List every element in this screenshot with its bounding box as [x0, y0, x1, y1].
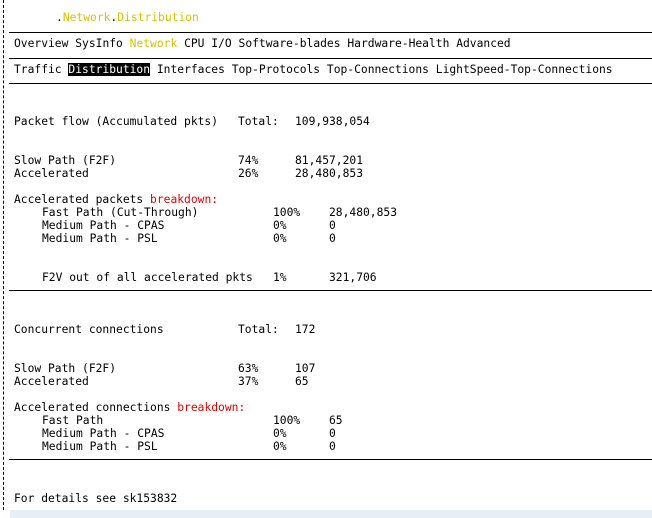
- main-menu: [14, 37, 511, 50]
- packet-accelerated-row: [14, 167, 364, 180]
- tab-traffic[interactable]: Traffic: [14, 63, 62, 76]
- packet-flow-header: [14, 115, 370, 128]
- row-label: Accelerated: [14, 167, 89, 180]
- title-network: Network: [62, 11, 111, 24]
- row-pct: 63%: [238, 362, 259, 375]
- row-label: Accelerated: [14, 375, 89, 388]
- screen-title: [56, 11, 199, 24]
- left-dashed-border: [3, 0, 4, 510]
- tab-lightspeed-top-connections[interactable]: LightSpeed-Top-Connections: [435, 63, 613, 76]
- menu-cpu[interactable]: CPU: [184, 37, 205, 50]
- packet-fast-path-row: [42, 206, 398, 219]
- breakdown-prefix: Accelerated packets: [14, 193, 144, 206]
- row-label: Medium Path - CPAS: [42, 427, 165, 440]
- menu-io[interactable]: I/O: [211, 37, 232, 50]
- row-label: F2V out of all accelerated pkts: [42, 271, 253, 284]
- row-pct: 1%: [273, 271, 287, 284]
- row-value: 321,706: [329, 271, 377, 284]
- row-value: 0: [329, 440, 336, 453]
- breakdown-word: breakdown:: [150, 193, 219, 206]
- row-label: Slow Path (F2F): [14, 154, 117, 167]
- tab-interfaces[interactable]: Interfaces: [156, 63, 225, 76]
- title-distribution: Distribution: [117, 11, 199, 24]
- row-value: 28,480,853: [295, 167, 364, 180]
- packet-f2v-row: [42, 271, 377, 284]
- row-pct: 74%: [238, 154, 259, 167]
- row-value: 28,480,853: [329, 206, 398, 219]
- row-pct: 0%: [273, 440, 287, 453]
- connections-total-value: 172: [295, 323, 316, 336]
- footer-details: [14, 492, 177, 505]
- packet-flow-total-label: Total:: [238, 115, 279, 128]
- row-value: 0: [329, 427, 336, 440]
- row-value: 81,457,201: [295, 154, 364, 167]
- title-dot: .: [56, 11, 63, 24]
- tab-distribution[interactable]: Distribution: [68, 63, 151, 76]
- breakdown-prefix: Accelerated connections: [14, 401, 171, 414]
- conn-slow-path-row: [14, 362, 316, 375]
- packet-flow-label: Packet flow (Accumulated pkts): [14, 115, 219, 128]
- menu-hardware-health[interactable]: Hardware-Health: [347, 37, 450, 50]
- divider: [9, 290, 652, 291]
- row-label: Fast Path (Cut-Through): [42, 206, 199, 219]
- row-label: Medium Path - PSL: [42, 440, 158, 453]
- row-pct: 100%: [273, 206, 301, 219]
- menu-network[interactable]: Network: [129, 37, 178, 50]
- packet-medium-cpas-row: [42, 219, 336, 232]
- divider: [9, 32, 652, 33]
- menu-advanced[interactable]: Advanced: [456, 37, 511, 50]
- row-value: 65: [329, 414, 343, 427]
- conn-accelerated-row: [14, 375, 309, 388]
- packet-breakdown-header: [14, 193, 218, 206]
- row-value: 65: [295, 375, 309, 388]
- conn-fast-path-row: [42, 414, 343, 427]
- row-label: Fast Path: [42, 414, 104, 427]
- row-pct: 37%: [238, 375, 259, 388]
- divider: [9, 459, 652, 460]
- packet-slow-path-row: [14, 154, 364, 167]
- connections-label: Concurrent connections: [14, 323, 164, 336]
- menu-sysinfo[interactable]: SysInfo: [75, 37, 123, 50]
- packet-medium-psl-row: [42, 232, 336, 245]
- row-value: 0: [329, 219, 336, 232]
- title-dot: .: [110, 11, 118, 24]
- status-bar: [0, 510, 652, 518]
- row-pct: 26%: [238, 167, 259, 180]
- breakdown-word: breakdown:: [177, 401, 246, 414]
- packet-flow-total-value: 109,938,054: [295, 115, 370, 128]
- row-pct: 0%: [273, 232, 287, 245]
- conn-medium-cpas-row: [42, 427, 336, 440]
- row-value: 107: [295, 362, 316, 375]
- details-text: For details see sk153832: [14, 492, 178, 505]
- conn-medium-psl-row: [42, 440, 336, 453]
- row-label: Medium Path - PSL: [42, 232, 158, 245]
- tab-top-protocols[interactable]: Top-Protocols: [231, 63, 321, 76]
- connections-header: [14, 323, 316, 336]
- menu-overview[interactable]: Overview: [14, 37, 69, 50]
- row-pct: 100%: [273, 414, 301, 427]
- divider: [9, 83, 652, 84]
- tab-top-connections[interactable]: Top-Connections: [326, 63, 429, 76]
- row-label: Medium Path - CPAS: [42, 219, 165, 232]
- row-label: Slow Path (F2F): [14, 362, 117, 375]
- divider: [9, 58, 652, 59]
- row-pct: 0%: [273, 427, 287, 440]
- row-pct: 0%: [273, 219, 287, 232]
- conn-breakdown-header: [14, 401, 245, 414]
- menu-software-blades[interactable]: Software-blades: [238, 37, 341, 50]
- sub-menu: [14, 63, 613, 76]
- connections-total-label: Total:: [238, 323, 279, 336]
- row-value: 0: [329, 232, 336, 245]
- status-bar-lead: [0, 510, 10, 518]
